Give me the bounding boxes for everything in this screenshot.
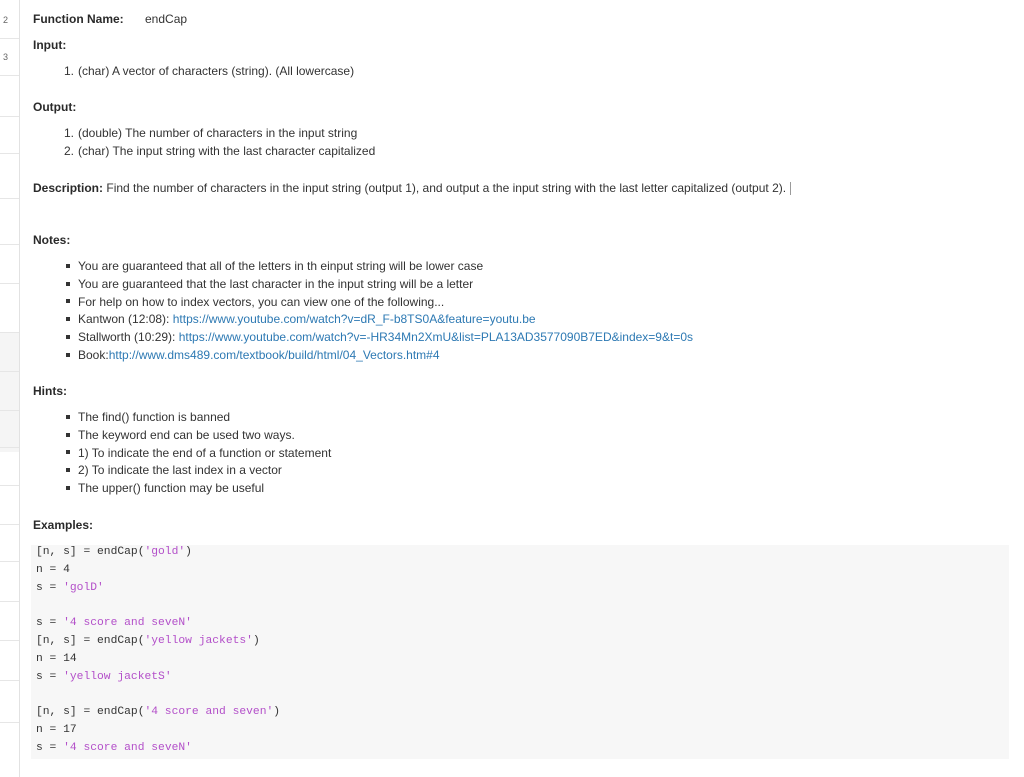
- hints-list: [66, 409, 331, 498]
- list-item: The keyword end can be used two ways.: [66, 427, 331, 445]
- gutter-divider: [0, 680, 19, 681]
- code-line: s = '4 score and seveN': [36, 742, 192, 754]
- list-item: Stallworth (10:29): https://www.youtube.com/watch?v=-HR34Mn2XmU&list=PLA13AD3577090B7ED&index=9&t=0s: [66, 329, 693, 347]
- gutter-divider: [0, 198, 19, 199]
- gutter-mark: 2: [3, 15, 9, 25]
- description-text: Find the number of characters in the input string (output 1), and output a the input string with the last letter capitalized (output 2).: [106, 181, 787, 195]
- function-name-value: endCap: [145, 12, 188, 26]
- code-line: [n, s] = endCap('4 score and seven'): [36, 706, 281, 718]
- gutter-divider: [0, 410, 19, 411]
- stallworth-video-link[interactable]: https://www.youtube.com/watch?v=-HR34Mn2XmU&list=PLA13AD3577090B7ED&index=9&t=0s: [178, 330, 693, 345]
- bullet-icon: [66, 264, 70, 268]
- code-line: n = 17: [36, 724, 77, 736]
- output-heading: Output:: [33, 100, 77, 114]
- gutter-divider: [0, 640, 19, 641]
- list-item: Kantwon (12:08): https://www.youtube.com/watch?v=dR_F-b8TS0A&feature=youtu.be: [66, 311, 693, 329]
- bullet-icon: [66, 415, 70, 419]
- list-item: The upper() function may be useful: [66, 480, 331, 498]
- notes-list: [66, 258, 693, 365]
- list-item: Book:http://www.dms489.com/textbook/build/html/04_Vectors.htm#4: [66, 347, 693, 365]
- gutter-divider: [0, 524, 19, 525]
- gutter-shaded-region: [0, 332, 19, 452]
- list-item: The find() function is banned: [66, 409, 331, 427]
- bullet-icon: [66, 450, 70, 454]
- gutter-divider: [0, 153, 19, 154]
- code-line: s = '4 score and seveN': [36, 617, 192, 629]
- kantwon-video-link[interactable]: https://www.youtube.com/watch?v=dR_F-b8TS0A&feature=youtu.be: [172, 312, 536, 327]
- code-block: [31, 545, 1009, 759]
- gutter-divider: [0, 75, 19, 76]
- code-line: n = 14: [36, 653, 77, 665]
- bullet-icon: [66, 335, 70, 339]
- code-line: [n, s] = endCap('yellow jackets'): [36, 635, 260, 647]
- gutter-divider: [0, 116, 19, 117]
- hints-heading: Hints:: [33, 384, 67, 398]
- gutter-divider: [0, 447, 19, 448]
- list-item: 1. (char) A vector of characters (string). (All lowercase): [64, 64, 355, 78]
- bullet-icon: [66, 468, 70, 472]
- output-list: [64, 125, 375, 161]
- bullet-icon: [66, 433, 70, 437]
- gutter-divider: [0, 332, 19, 333]
- gutter-divider: [0, 561, 19, 562]
- bullet-icon: [66, 317, 70, 321]
- description-paragraph: [33, 181, 791, 195]
- gutter-divider: [0, 283, 19, 284]
- code-line: [n, s] = endCap('gold'): [36, 546, 192, 558]
- list-item: 1. (double) The number of characters in the input string: [64, 126, 358, 140]
- function-name-label: Function Name:: [33, 12, 124, 26]
- gutter-divider: [0, 38, 19, 39]
- gutter-divider: [0, 601, 19, 602]
- list-item: For help on how to index vectors, you can view one of the following...: [66, 294, 693, 312]
- examples-heading: Examples:: [33, 518, 94, 532]
- list-item: You are guaranteed that the last character in the input string will be a letter: [66, 276, 693, 294]
- text-cursor: [790, 182, 791, 195]
- input-list: [64, 63, 354, 81]
- list-item: 1) To indicate the end of a function or statement: [66, 445, 331, 463]
- notes-heading: Notes:: [33, 233, 71, 247]
- list-item: You are guaranteed that all of the letters in th einput string will be lower case: [66, 258, 693, 276]
- textbook-link[interactable]: http://www.dms489.com/textbook/build/html/04_Vectors.htm#4: [108, 347, 440, 362]
- list-item: 2. (char) The input string with the last character capitalized: [64, 143, 376, 158]
- left-gutter-panel: [0, 0, 20, 777]
- gutter-divider: [0, 371, 19, 372]
- code-line: n = 4: [36, 564, 70, 576]
- bullet-icon: [66, 282, 70, 286]
- code-line: s = 'yellow jacketS': [36, 671, 172, 683]
- description-label: Description:: [33, 181, 104, 195]
- bullet-icon: [66, 299, 70, 303]
- list-item: 2) To indicate the last index in a vector: [66, 462, 331, 480]
- gutter-divider: [0, 722, 19, 723]
- gutter-divider: [0, 485, 19, 486]
- gutter-mark: 3: [3, 52, 9, 62]
- bullet-icon: [66, 353, 70, 357]
- input-heading: Input:: [33, 38, 67, 52]
- gutter-divider: [0, 244, 19, 245]
- bullet-icon: [66, 486, 70, 490]
- code-line: s = 'golD': [36, 582, 104, 594]
